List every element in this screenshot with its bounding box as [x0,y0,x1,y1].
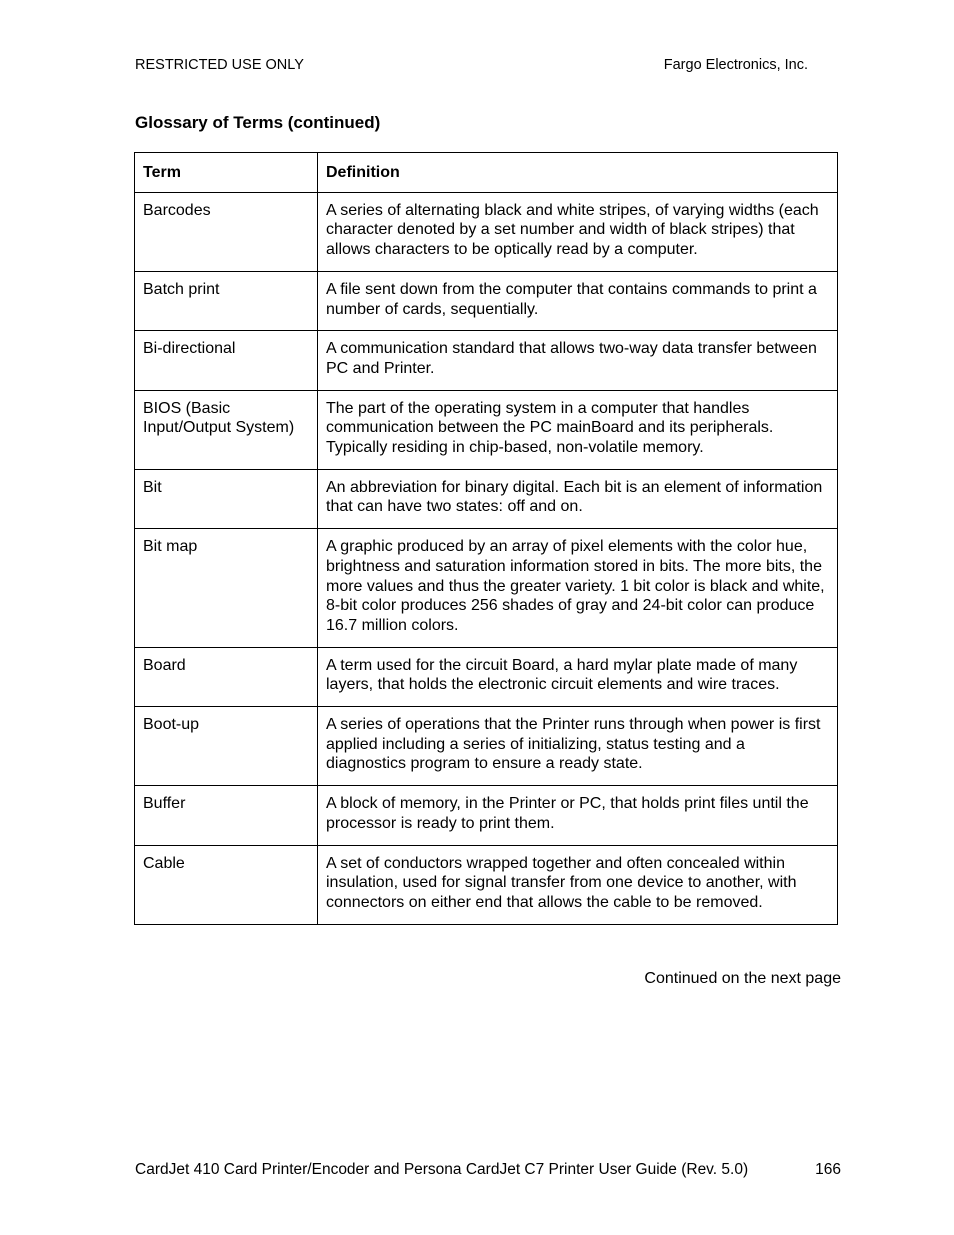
continued-note: Continued on the next page [644,970,841,987]
definition-cell: A term used for the circuit Board, a hard mylar plate made of many layers, that holds the electronic circuit elements and wire traces. [318,647,838,706]
column-header-definition: Definition [318,153,838,193]
term-cell: Batch print [135,271,318,330]
definition-cell: A set of conductors wrapped together and often concealed within insulation, used for signal transfer from one device to another, with connectors on either end that allows the cable to be removed. [318,845,838,924]
definition-cell: An abbreviation for binary digital. Each bit is an element of information that can have two states: off and on. [318,469,838,528]
table-row [135,529,838,648]
definition-cell: A file sent down from the computer that contains commands to print a number of cards, sequentially. [318,271,838,330]
term-cell: Barcodes [135,192,318,271]
table-row [135,845,838,924]
table-row [135,192,838,271]
term-cell: Boot-up [135,707,318,786]
header-company-name: Fargo Electronics, Inc. [663,57,808,73]
definition-cell: The part of the operating system in a computer that handles communication between the PC mainBoard and its peripherals. Typically residing in chip-based, non-volatile memory. [318,390,838,469]
term-cell: Bit map [135,529,318,648]
footer-document-title: CardJet 410 Card Printer/Encoder and Persona CardJet C7 Printer User Guide (Rev. 5.0) [135,1161,749,1178]
term-cell: Buffer [135,786,318,845]
term-cell: Board [135,647,318,706]
footer-page-number: 166 [815,1161,841,1178]
table-row [135,786,838,845]
term-cell: Bi-directional [135,331,318,390]
table-row [135,469,838,528]
definition-cell: A block of memory, in the Printer or PC, that holds print files until the processor is ready to print them. [318,786,838,845]
table-row [135,390,838,469]
term-cell: Cable [135,845,318,924]
definition-cell: A graphic produced by an array of pixel elements with the color hue, brightness and saturation information stored in bits. The more bits, the more values and thus the greater variety. 1 bit color is black and white, 8-bit color produces 256 shades of gray and 24-bit color can produce 16.7 million colors. [318,529,838,648]
definition-cell: A communication standard that allows two-way data transfer between PC and Printer. [318,331,838,390]
term-cell: Bit [135,469,318,528]
section-title: Glossary of Terms (continued) [135,113,381,132]
header-restricted-notice: RESTRICTED USE ONLY [135,57,304,73]
glossary-table [134,152,838,925]
definition-cell: A series of operations that the Printer runs through when power is first applied including a series of initializing, status testing and a diagnostics program to ensure a ready state. [318,707,838,786]
column-header-term: Term [135,153,318,193]
table-header-row [135,153,838,193]
definition-cell: A series of alternating black and white stripes, of varying widths (each character denoted by a set number and width of black stripes) that allows characters to be optically read by a computer. [318,192,838,271]
table-row [135,271,838,330]
table-row [135,647,838,706]
table-row [135,331,838,390]
term-cell: BIOS (Basic Input/Output System) [135,390,318,469]
table-row [135,707,838,786]
